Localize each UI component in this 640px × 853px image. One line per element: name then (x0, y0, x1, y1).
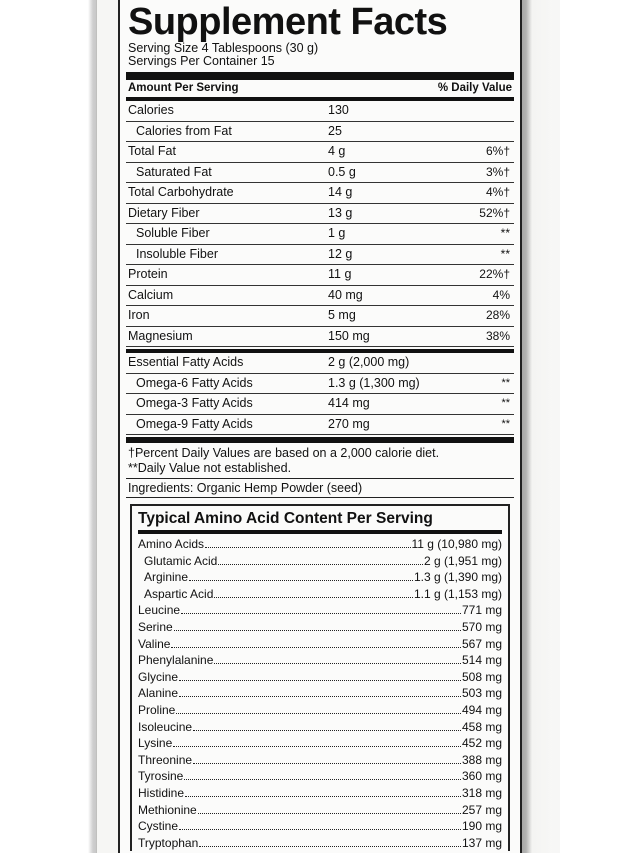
amino-acid-name: Glutamic Acid (144, 553, 218, 568)
amino-acid-row (138, 735, 502, 752)
nutrient-row (126, 163, 514, 184)
divider-thick (126, 72, 514, 80)
supplement-facts-panel (118, 0, 522, 853)
nutrient-daily-value: 28% (485, 308, 510, 322)
amino-acid-row (138, 685, 502, 702)
amount-header-row (126, 80, 514, 97)
fatty-acid-daily-value: ** (501, 417, 510, 430)
dot-leader (193, 719, 461, 731)
dot-leader (193, 752, 461, 764)
nutrient-amount: 14 g (328, 185, 353, 199)
fatty-acid-name: Omega-9 Fatty Acids (136, 416, 253, 431)
nutrient-row (126, 142, 514, 163)
dot-leader (218, 553, 423, 565)
amino-acid-amount: 1.3 g (1,390 mg) (413, 570, 502, 585)
container-edge-left (0, 0, 97, 853)
amino-acid-row (138, 752, 502, 769)
amino-acid-name: Leucine (138, 603, 181, 618)
nutrient-amount: 40 mg (328, 287, 363, 302)
amino-acid-amount: 494 mg (461, 702, 502, 717)
nutrient-amount: 4 g (328, 144, 346, 158)
nutrient-row (126, 183, 514, 204)
dot-leader (179, 818, 461, 830)
nutrient-amount: 1 g (328, 226, 346, 240)
nutrient-daily-value: 3%† (485, 164, 510, 179)
nutrient-amount: 5 mg (328, 308, 356, 322)
nutrient-amount: 0.5 g (328, 164, 356, 179)
nutrient-daily-value: 38% (485, 328, 510, 343)
nutrient-row (126, 224, 514, 245)
nutrient-name: Magnesium (128, 328, 193, 343)
amount-per-serving-label: Amount Per Serving (128, 82, 239, 94)
amino-acid-amount: 190 mg (461, 819, 502, 834)
nutrient-daily-value: ** (500, 246, 510, 261)
dot-leader (181, 602, 461, 614)
amino-acid-amount: 508 mg (461, 669, 502, 684)
amino-acid-name: Methionine (138, 802, 197, 817)
amino-acid-row (138, 719, 502, 736)
amino-acid-name: Isoleucine (138, 719, 193, 734)
panel-title: Supplement Facts (128, 1, 448, 43)
nutrient-daily-value: 22%† (479, 267, 510, 281)
amino-title: Typical Amino Acid Content Per Serving (138, 510, 433, 527)
amino-acid-amount: 514 mg (461, 653, 502, 668)
dot-leader (176, 702, 461, 714)
amino-acid-row (138, 785, 502, 802)
nutrient-daily-value (448, 122, 514, 142)
amino-acid-name: Serine (138, 619, 173, 634)
amino-acid-list (138, 536, 502, 851)
container-edge-right (522, 0, 640, 853)
fatty-acid-daily-value (478, 353, 514, 373)
nutrient-row (126, 265, 514, 286)
nutrient-row (126, 122, 514, 143)
nutrient-name: Dietary Fiber (128, 205, 200, 220)
daily-value-header: % Daily Value (437, 82, 512, 94)
nutrient-row (126, 286, 514, 307)
amino-divider (138, 530, 502, 534)
dot-leader (185, 785, 461, 797)
amino-acid-amount: 137 mg (461, 835, 502, 850)
nutrient-row (126, 204, 514, 225)
nutrient-amount: 12 g (328, 246, 353, 261)
nutrient-name: Saturated Fat (136, 164, 212, 179)
nutrient-daily-value: 52%† (479, 205, 510, 220)
amino-acid-name: Threonine (138, 752, 193, 767)
fatty-acid-table (126, 353, 514, 435)
fatty-acid-row (126, 394, 514, 415)
dot-leader (184, 768, 461, 780)
fatty-acid-amount: 414 mg (328, 396, 370, 410)
fatty-acid-amount: 2 g (2,000 mg) (328, 355, 410, 369)
nutrient-name: Calcium (128, 287, 174, 302)
nutrient-table (126, 101, 514, 347)
nutrient-amount: 11 g (328, 267, 352, 281)
fatty-acid-name: Omega-6 Fatty Acids (136, 375, 253, 390)
nutrient-name: Calories (128, 103, 174, 117)
amino-acid-name: Arginine (144, 570, 189, 585)
amino-acid-amount: 458 mg (461, 719, 502, 734)
amino-acid-name: Valine (138, 636, 171, 651)
dot-leader (214, 652, 461, 664)
nutrient-daily-value: 4% (492, 287, 510, 302)
dot-leader (174, 619, 461, 631)
amino-acid-row (138, 835, 502, 852)
nutrient-name: Total Fat (128, 144, 176, 158)
nutrient-daily-value (448, 101, 514, 121)
amino-acid-amount: 257 mg (461, 802, 502, 817)
amino-acid-row (138, 802, 502, 819)
fatty-acid-name: Omega-3 Fatty Acids (136, 396, 253, 410)
dot-leader (179, 685, 461, 697)
amino-acid-row (138, 586, 502, 603)
dot-leader (189, 569, 413, 581)
amino-acid-row (138, 768, 502, 785)
nutrient-name: Calories from Fat (136, 123, 232, 138)
amino-acid-amount: 1.1 g (1,153 mg) (413, 586, 502, 601)
amino-acid-name: Phenylalanine (138, 653, 214, 668)
amino-acid-row (138, 536, 502, 553)
footnote-percent: †Percent Daily Values are based on a 2,000 calorie diet. (128, 446, 440, 460)
fatty-acid-daily-value: ** (501, 376, 510, 389)
dot-leader (173, 735, 461, 747)
amino-acid-amount: 360 mg (461, 769, 502, 784)
dot-leader (199, 835, 461, 847)
amino-acid-name: Glycine (138, 669, 179, 684)
amino-acid-amount: 503 mg (461, 686, 502, 701)
amino-acid-row (138, 602, 502, 619)
amino-acid-row (138, 553, 502, 570)
amino-acid-amount: 570 mg (461, 619, 502, 634)
amino-acid-amount: 318 mg (461, 785, 502, 800)
dot-leader (171, 636, 461, 648)
amino-acid-row (138, 818, 502, 835)
amino-acid-row (138, 619, 502, 636)
nutrient-amount: 130 (328, 103, 349, 117)
amino-acid-amount: 452 mg (461, 736, 502, 751)
amino-acid-row (138, 702, 502, 719)
nutrient-name: Total Carbohydrate (128, 185, 234, 199)
ingredients: Ingredients: Organic Hemp Powder (seed) (128, 481, 363, 495)
amino-acid-amount: 2 g (1,951 mg) (423, 553, 502, 568)
dot-leader (198, 802, 461, 814)
nutrient-amount: 13 g (328, 205, 353, 220)
amino-acid-row (138, 669, 502, 686)
dot-leader (214, 586, 413, 598)
amino-acid-amount: 567 mg (461, 636, 502, 651)
fatty-acid-amount: 270 mg (328, 416, 370, 431)
nutrient-name: Iron (128, 308, 150, 322)
amino-acid-name: Alanine (138, 686, 179, 701)
nutrient-amount: 25 (328, 123, 342, 138)
nutrient-daily-value: 6%† (485, 144, 510, 158)
amino-acid-box (130, 504, 510, 851)
nutrient-name: Protein (128, 267, 168, 281)
footnote-daily-value: **Daily Value not established. (128, 461, 292, 475)
amino-acid-name: Cystine (138, 819, 179, 834)
serving-size: Serving Size 4 Tablespoons (30 g) (128, 41, 319, 55)
fatty-acid-row (126, 415, 514, 436)
fatty-acid-daily-value: ** (501, 397, 510, 409)
dot-leader (205, 536, 410, 548)
amino-acid-amount: 771 mg (461, 603, 502, 618)
nutrient-row (126, 245, 514, 266)
amino-acid-name: Lysine (138, 736, 173, 751)
amino-acid-name: Tryptophan (138, 835, 199, 850)
divider-thin (126, 497, 514, 498)
amino-acid-amount: 388 mg (461, 752, 502, 767)
amino-acid-amount: 11 g (10,980 mg) (411, 537, 502, 551)
amino-acid-row (138, 569, 502, 586)
fatty-acid-amount: 1.3 g (1,300 mg) (328, 375, 420, 390)
amino-acid-name: Aspartic Acid (144, 586, 214, 601)
amino-acid-row (138, 636, 502, 653)
amino-acid-name: Histidine (138, 785, 185, 800)
nutrient-daily-value: 4%† (485, 185, 510, 199)
dot-leader (179, 669, 461, 681)
nutrient-daily-value: ** (500, 226, 510, 240)
nutrient-row (126, 306, 514, 327)
amino-acid-row (138, 652, 502, 669)
fatty-acid-row (126, 374, 514, 395)
nutrient-row (126, 327, 514, 348)
nutrient-amount: 150 mg (328, 328, 370, 343)
nutrient-name: Soluble Fiber (136, 226, 210, 240)
nutrient-row (126, 101, 514, 122)
amino-acid-name: Tyrosine (138, 769, 184, 784)
fatty-acid-name: Essential Fatty Acids (128, 355, 244, 369)
amino-acid-name: Amino Acids (138, 537, 205, 551)
fatty-acid-row (126, 353, 514, 374)
servings-per-container: Servings Per Container 15 (128, 54, 275, 68)
amino-acid-name: Proline (138, 702, 176, 717)
nutrient-name: Insoluble Fiber (136, 246, 218, 261)
